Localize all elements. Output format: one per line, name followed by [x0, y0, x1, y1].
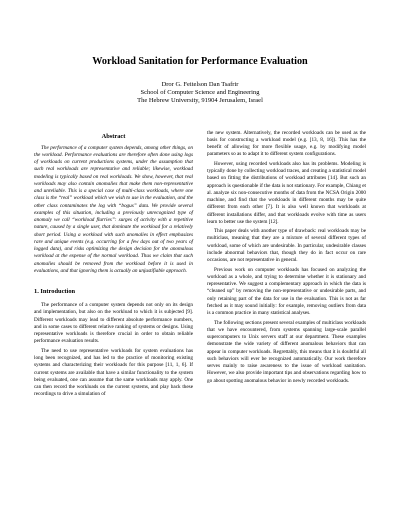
- right-column: [207, 130, 366, 401]
- author-block: [34, 81, 366, 106]
- section-heading-introduction: 1. Introduction: [34, 288, 76, 296]
- author-names: Dror G. Feitelson Dan Tsafrir: [161, 81, 239, 88]
- abstract-body: [34, 145, 193, 276]
- paper-title: Workload Sanitation for Performance Evaluation: [92, 56, 308, 67]
- intro-paragraph: The performance of a computer system depends not only on its design and implementation, but also on the workload to which it is subjected [9]. Different workloads may lead to different absolute performance numbers, and in some cases to different relative ranking of systems or designs. Using representative workloads is therefore crucial in order to obtain reliable performance evaluation results.: [34, 302, 193, 345]
- body-paragraph: the new system. Alternatively, the recorded workloads can be used as the basis for constructing a workload model (e.g. [13, 8, 16]). This has the benefit of allowing for more flexible usage, e.g. by modifying model parameters so as to adapt it to different system configurations.: [207, 129, 366, 158]
- abstract-heading: Abstract: [101, 132, 126, 140]
- intro-paragraph: The need to use representative workloads for system evaluations has long been recognized, and has led to the practice of monitoring existing systems and characterizing their workloads for this purpose [11, 1, 6]. If current systems are available that have a similar functionality to the system being evaluated, one can assume that the same workloads may apply. One can then record the workloads on the current systems, and play back these recordings to drive a simulation of: [34, 347, 193, 398]
- body-paragraph: However, using recorded workloads also has its problems. Modeling is typically done by collecting workload traces, and creating a statistical model based on fitting the distributions of workload attributes [14]. But such an approach is questionable if the data is not stationary. For example, Chiang et al. analyze six non-consecutive months of data from the NCSA Origin 2000 machine, and find that the workloads in different months may be quite different from each other [7]. It is also well known that workloads at different installations differ, and that workloads evolve with time as users learn to better use the system [12].: [207, 160, 366, 225]
- body-paragraph: The following sections present several examples of multiclass workloads that we have encountered, from systems spanning large-scale parallel supercomputers to Unix servers staff at our department. These examples demonstrate the wide variety of different anomalous behaviors that can appear in computer workloads. Regrettably, this means that it is doubtful all such behaviors will ever be recognized automatically. Our work therefore serves mainly to raise awareness to the issue of workload sanitation. However, we also provide important tips and observations regarding how to go about spotting anomalous behavior in newly recorded workloads.: [207, 319, 366, 384]
- body-paragraph: Previous work on computer workloads has focused on analyzing the workload as a whole, and trying to determine whether it is stationary and representative. We suggest a complementary approach in which the data is “cleaned up” by removing the non-representative or undesirable parts, and only retaining part of the data for use in the evaluation. This is not as far fetched as it may sound initially: for example, removing outliers from data is a common practice in many statistical analyses.: [207, 266, 366, 317]
- left-column: [34, 130, 193, 401]
- author-school: School of Computer Science and Engineering: [140, 89, 260, 97]
- two-column-body: [34, 130, 366, 401]
- abstract-paragraph: The performance of a computer system depends, among other things, on the workload. Performance evaluations are therefore often done using logs of workloads on current productions systems, under the assumption that such real workloads are representative and reliable; likewise, workload modeling is typically based on real workloads. We show, however, that real workloads may also contain anomalies that make them non-representative and unreliable. This is a special case of multi-class workloads, where one class is the “real” workload which we wish to use in the evaluation, and the other class contaminates the log with “bogus” data. We provide several examples of this situation, including a previously unrecognized type of anomaly we call “workload flurries”: surges of activity with a repetitive nature, caused by a single user, that dominate the workload for a relatively short period. Using a workload with such anomalies in effect emphasizes rare and unique events (e.g. occurring for a few days out of two years of logged data), and risks optimizing the design decision for the anomalous workload at the expense of the normal workload. Thus we claim that such anomalies should be removed from the workload before it is used in evaluations, and that ignoring them is actually an unjustifiable approach.: [34, 144, 193, 274]
- author-university: The Hebrew University, 91904 Jerusalem, Israel: [137, 97, 263, 105]
- body-paragraph: This paper deals with another type of drawback: real workloads may be multiclass, meaning that they are a mixture of several different types of workload, some of which are undesirable. In particular, undesirable classes include abnormal behaviors that, though they do in fact occur on rare occasions, are not representative in general.: [207, 228, 366, 264]
